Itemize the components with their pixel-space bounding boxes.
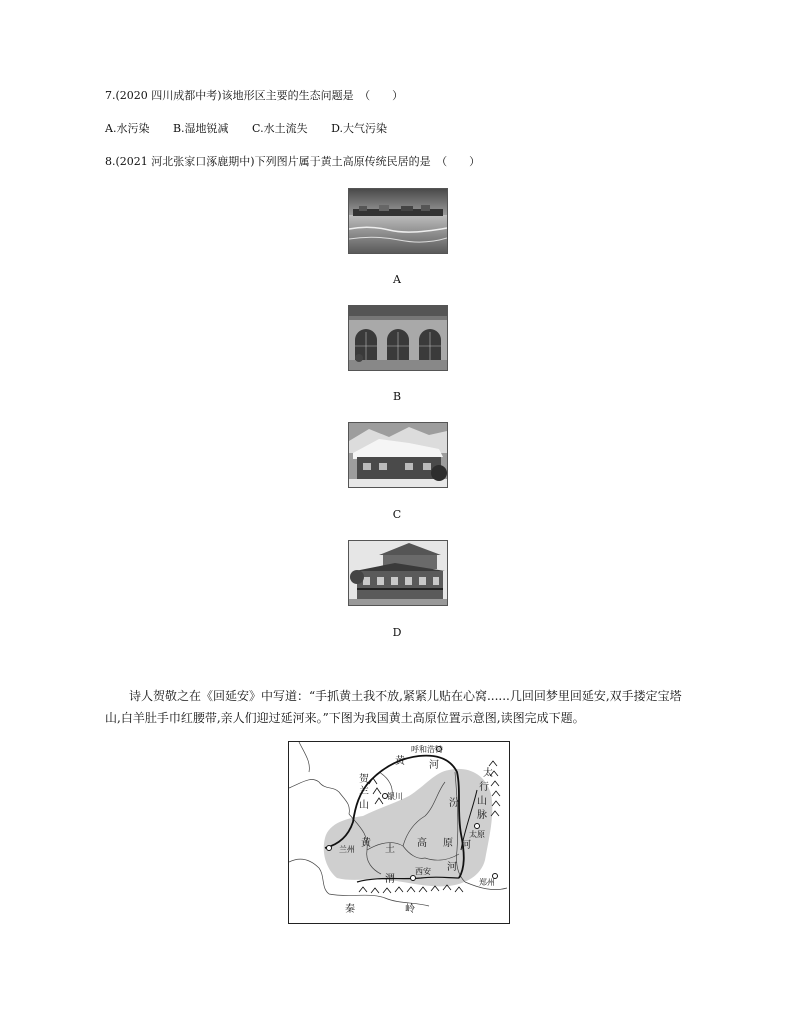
label-plateau-tu: 土 xyxy=(385,844,395,855)
label-yinchuan: 银川 xyxy=(387,792,403,801)
label-hang: 行 xyxy=(479,782,489,793)
label-wei-he: 河 xyxy=(447,862,457,873)
qinling-mountain-hatch xyxy=(359,885,463,893)
caption-b: B xyxy=(392,390,402,403)
label-huang-north: 黄 xyxy=(395,756,405,767)
label-plateau-yuan: 原 xyxy=(443,838,453,849)
picture-b-cave-dwelling xyxy=(348,305,448,371)
label-plateau-gao: 高 xyxy=(417,838,427,849)
label-shan2: 山 xyxy=(477,796,487,807)
option-a[interactable]: A.水污染 xyxy=(105,122,150,135)
label-lan: 兰 xyxy=(359,786,369,797)
option-b[interactable]: B.湿地锐减 xyxy=(172,122,229,135)
question-7-options xyxy=(105,122,407,136)
label-xian: 西安 xyxy=(415,867,431,876)
label-taiyuan: 太原 xyxy=(469,830,485,839)
caption-d: D xyxy=(392,626,402,639)
label-zhengzhou: 郑州 xyxy=(479,878,495,887)
taiyuan-dot xyxy=(475,824,480,829)
picture-d-wooden-building xyxy=(348,540,448,606)
plateau-region xyxy=(324,769,493,887)
label-fen: 汾 xyxy=(449,798,459,809)
reading-passage: 诗人贺敬之在《回延安》中写道：“手抓黄土我不放,紧紧儿贴在心窝......几回回梦里回延安,双手搂定宝塔山,白羊肚手巾红腰带,亲人们迎过延河来。”下图为我国黄土高原位置示意图,读图完成下题。 xyxy=(105,689,682,725)
caption-a: A xyxy=(393,273,401,286)
question-8: 8.(2021 河北张家口涿鹿期中)下列图片属于黄土高原传统民居的是 （ ） xyxy=(105,155,481,168)
lanzhou-dot xyxy=(327,846,332,851)
caption-c: C xyxy=(392,508,402,521)
picture-c-snow-house xyxy=(348,422,448,488)
helan-mountain-hatch xyxy=(369,778,383,804)
picture-a-lake-town xyxy=(348,188,448,254)
label-fen-he: 河 xyxy=(461,840,471,851)
label-wei: 渭 xyxy=(385,874,395,885)
label-plateau-huang: 黄 xyxy=(361,838,371,849)
option-c[interactable]: C.水土流失 xyxy=(252,122,308,135)
question-7: 7.(2020 四川成都中考)该地形区主要的生态问题是 （ ） xyxy=(105,89,404,102)
xian-dot xyxy=(411,876,416,881)
loess-plateau-map xyxy=(288,741,510,924)
label-huhehaote: 呼和浩特 xyxy=(411,745,443,754)
label-shan: 山 xyxy=(359,800,369,811)
option-d[interactable]: D.大气污染 xyxy=(331,122,388,135)
label-qin: 秦 xyxy=(345,904,355,915)
label-lanzhou: 兰州 xyxy=(339,845,355,854)
label-he: 贺 xyxy=(359,774,369,785)
label-mai: 脉 xyxy=(477,810,487,821)
label-tai: 太 xyxy=(483,768,493,779)
label-ling: 岭 xyxy=(405,904,415,915)
label-he-north: 河 xyxy=(429,760,439,771)
